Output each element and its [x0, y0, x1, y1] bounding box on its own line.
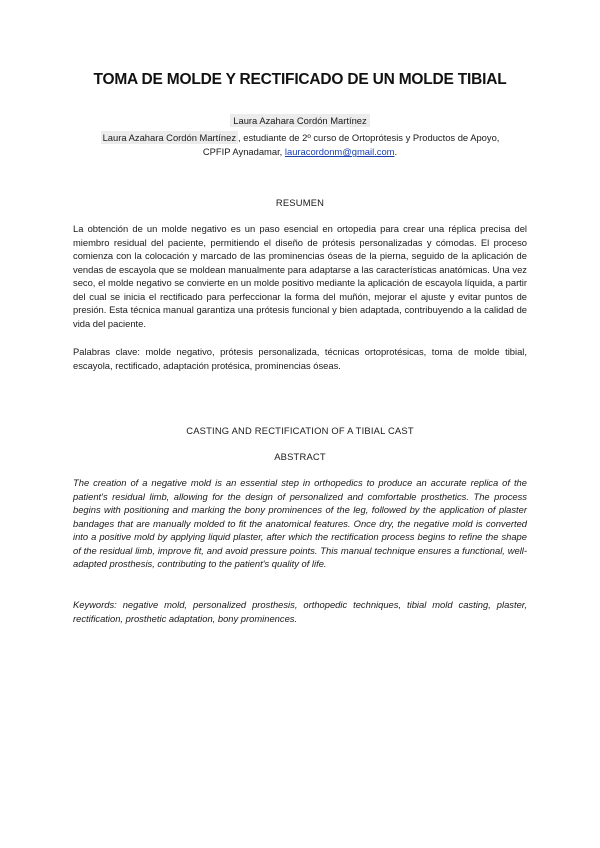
affiliation-text: , estudiante de 2º curso de Ortoprótesis y Productos de Apoyo, — [238, 132, 500, 143]
paper-title: TOMA DE MOLDE Y RECTIFICADO DE UN MOLDE TIBIAL — [93, 71, 507, 88]
abstract-heading: ABSTRACT — [274, 451, 326, 462]
affiliation-institution: CPFIP Aynadamar, — [202, 146, 283, 157]
author-email-link[interactable]: lauracordonm@gmail.com — [284, 146, 395, 157]
author-name: Laura Azahara Cordón Martínez — [230, 114, 369, 127]
affiliation-author-name: Laura Azahara Cordón Martínez — [102, 132, 237, 143]
resumen-text: La obtención de un molde negativo es un paso esencial en ortopedia para crear una réplica precisa del miembro residual del paciente, permitiendo el diseño de prótesis personalizadas y cómodas. El proceso comienza con la colocación y marcado de las prominencias óseas de la pierna, seguido de la aplicación de vendas de escayola que se moldean manualmente para adaptarse a las características anatómicas. Una vez seco, el molde negativo se convierte en un molde positivo mediante la aplicación de escayola líquida, a partir del cual se inicia el rectificado para perfeccionar la forma del muñón, mejorar el ajuste y evitar puntos de presión. Esta técnica manual garantiza una prótesis funcional y bien adaptada, contribuyendo a la calidad de vida del paciente. — [73, 223, 527, 329]
english-title: CASTING AND RECTIFICATION OF A TIBIAL CAST — [186, 425, 414, 436]
author-line — [0, 115, 600, 126]
abstract-text: The creation of a negative mold is an essential step in orthopedics to produce an accurate replica of the patient's residual limb, allowing for the design of personalized and comfortable prosthetics. The process begins with positioning and marking the bony prominences of the leg, followed by the application of plaster bandages that are manually molded to fit the anatomical features. Once dry, the negative mold is converted into a positive mold by applying liquid plaster, after which the rectification process begins to refine the shape of the residual limb, improve fit, and avoid pressure points. This manual technique ensures a functional, well-adapted prosthesis, contributing to the patient's quality of life. — [73, 477, 527, 569]
affiliation-trail: . — [394, 146, 398, 157]
affiliation — [0, 131, 600, 159]
palabras-clave: Palabras clave: molde negativo, prótesis personalizada, técnicas ortoprotésicas, toma de molde tibial, escayola, rectificado, adaptación protésica, prominencias óseas. — [73, 346, 527, 371]
resumen-heading: RESUMEN — [275, 197, 325, 208]
keywords: Keywords: negative mold, personalized prosthesis, orthopedic techniques, tibial mold casting, plaster, rectification, prosthetic adaptation, bony prominences. — [73, 599, 527, 624]
